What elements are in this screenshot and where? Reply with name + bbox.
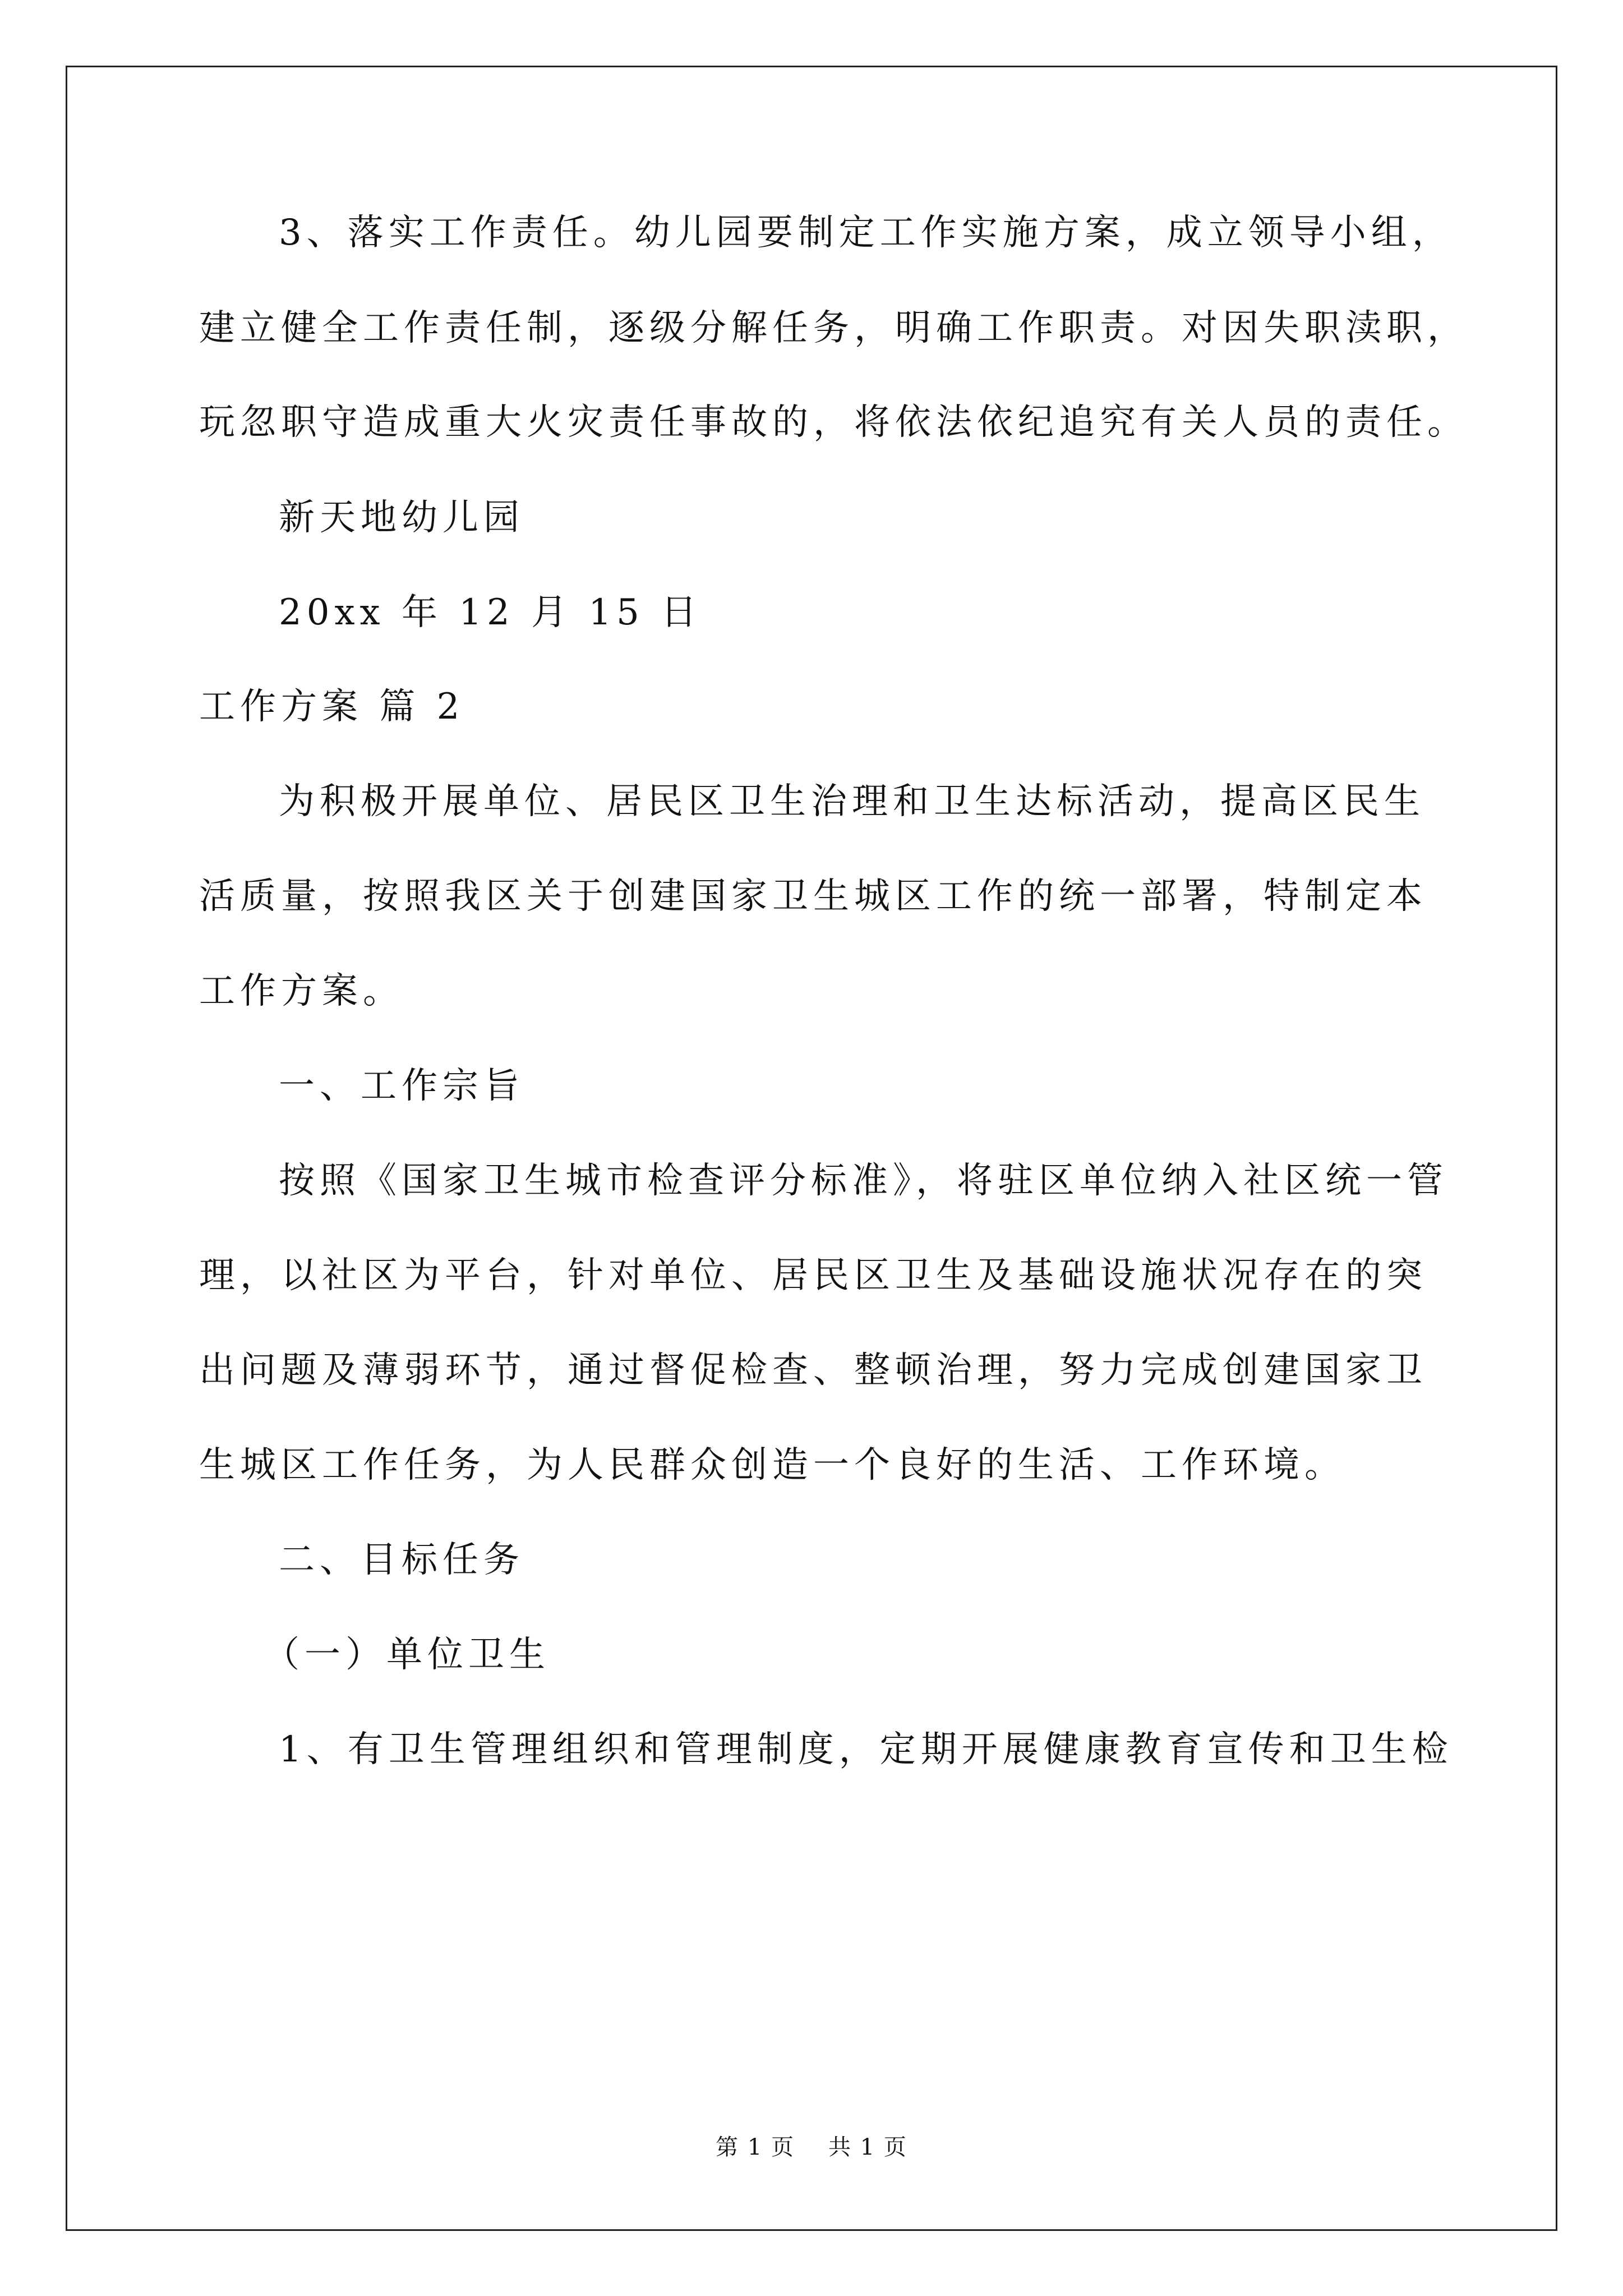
paragraph-line: 出问题及薄弱环节，通过督促检查、整顿治理，努力完成创建国家卫 — [199, 1350, 1427, 1391]
subheading: 二、目标任务 — [279, 1539, 524, 1581]
paragraph-line: 生城区工作任务，为人民群众创造一个良好的生活、工作环境。 — [199, 1444, 1345, 1486]
paragraph-line: 为积极开展单位、居民区卫生治理和卫生达标活动，提高区民生 — [279, 781, 1425, 822]
paragraph-line: 1、有卫生管理组织和管理制度，定期开展健康教育宣传和卫生检 — [279, 1729, 1453, 1770]
page-footer — [0, 2132, 1623, 2163]
paragraph-line: 活质量，按照我区关于创建国家卫生城区工作的统一部署，特制定本 — [199, 876, 1427, 917]
page-total: 共 1 页 — [828, 2134, 907, 2160]
paragraph-line: 建立健全工作责任制，逐级分解任务，明确工作职责。对因失职渎职， — [199, 307, 1468, 349]
page-number: 第 1 页 — [716, 2134, 795, 2160]
subheading: （一）单位卫生 — [264, 1634, 550, 1676]
paragraph-line: 玩忽职守造成重大火灾责任事故的，将依法依纪追究有关人员的责任。 — [199, 402, 1468, 443]
section-heading: 工作方案 篇 2 — [199, 686, 465, 728]
paragraph-line: 工作方案。 — [199, 970, 404, 1012]
paragraph-line: 3、落实工作责任。幼儿园要制定工作实施方案，成立领导小组， — [279, 212, 1453, 254]
paragraph-line: 理，以社区为平台，针对单位、居民区卫生及基础设施状况存在的突 — [199, 1255, 1427, 1296]
signature-date: 20xx 年 12 月 15 日 — [279, 592, 702, 633]
paragraph-line: 按照《国家卫生城市检查评分标准》，将驻区单位纳入社区统一管 — [279, 1160, 1448, 1202]
page-border — [66, 66, 1557, 2231]
subheading: 一、工作宗旨 — [279, 1065, 524, 1107]
signature-org: 新天地幼儿园 — [279, 497, 524, 539]
